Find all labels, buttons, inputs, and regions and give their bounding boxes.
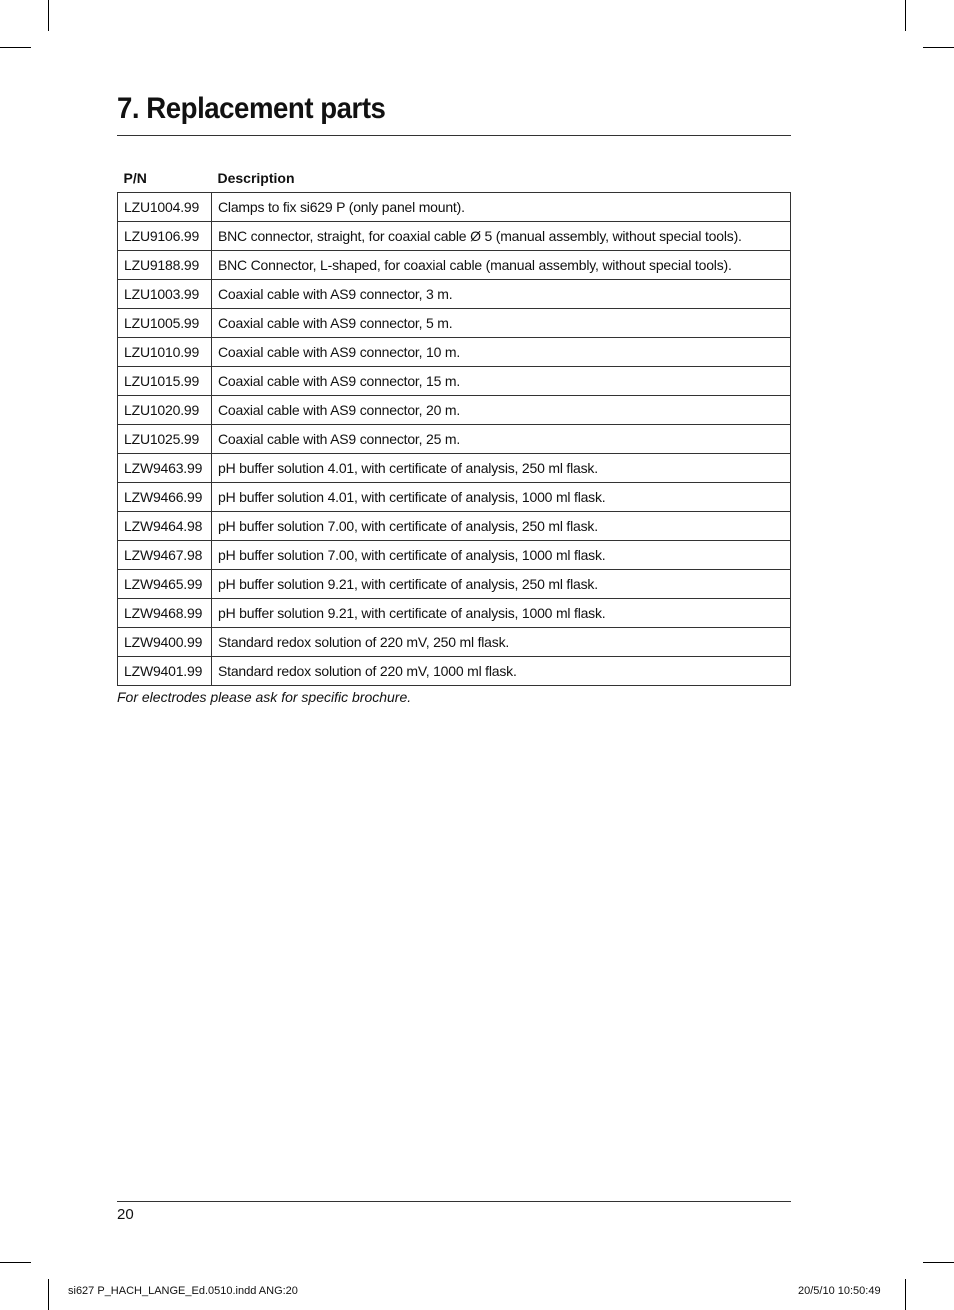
- description-cell: Coaxial cable with AS9 connector, 3 m.: [212, 280, 791, 309]
- description-cell: BNC Connector, L-shaped, for coaxial cable (manual assembly, without special tools).: [212, 251, 791, 280]
- description-cell: Clamps to fix si629 P (only panel mount).: [212, 193, 791, 222]
- table-row: [118, 599, 791, 628]
- description-cell: Coaxial cable with AS9 connector, 20 m.: [212, 396, 791, 425]
- crop-mark: [0, 1262, 31, 1263]
- part-number-cell: LZW9401.99: [118, 657, 212, 686]
- description-cell: pH buffer solution 7.00, with certificate of analysis, 1000 ml flask.: [212, 541, 791, 570]
- part-number-cell: LZW9400.99: [118, 628, 212, 657]
- table-row: [118, 193, 791, 222]
- crop-mark: [923, 47, 954, 48]
- table-row: [118, 338, 791, 367]
- part-number-cell: LZU1003.99: [118, 280, 212, 309]
- part-number-cell: LZW9468.99: [118, 599, 212, 628]
- crop-mark: [48, 0, 49, 31]
- table-row: [118, 657, 791, 686]
- description-cell: Coaxial cable with AS9 connector, 15 m.: [212, 367, 791, 396]
- table-row: [118, 425, 791, 454]
- table-row: [118, 541, 791, 570]
- table-row: [118, 367, 791, 396]
- table-row: [118, 570, 791, 599]
- title-divider: [117, 135, 791, 136]
- description-cell: pH buffer solution 4.01, with certificate of analysis, 250 ml flask.: [212, 454, 791, 483]
- description-cell: pH buffer solution 9.21, with certificate of analysis, 250 ml flask.: [212, 570, 791, 599]
- part-number-cell: LZU1025.99: [118, 425, 212, 454]
- table-row: [118, 483, 791, 512]
- part-number-cell: LZU1015.99: [118, 367, 212, 396]
- part-number-cell: LZU9188.99: [118, 251, 212, 280]
- crop-mark: [48, 1279, 49, 1310]
- print-slug-file: si627 P_HACH_LANGE_Ed.0510.indd ANG:20: [68, 1285, 298, 1297]
- replacement-parts-table: [117, 164, 791, 686]
- description-cell: Coaxial cable with AS9 connector, 25 m.: [212, 425, 791, 454]
- table-row: [118, 280, 791, 309]
- description-cell: pH buffer solution 9.21, with certificate of analysis, 1000 ml flask.: [212, 599, 791, 628]
- description-cell: pH buffer solution 7.00, with certificate of analysis, 250 ml flask.: [212, 512, 791, 541]
- crop-mark: [905, 1279, 906, 1310]
- table-header-row: [118, 164, 791, 193]
- part-number-cell: LZW9466.99: [118, 483, 212, 512]
- table-row: [118, 222, 791, 251]
- part-number-cell: LZW9464.98: [118, 512, 212, 541]
- table-row: [118, 251, 791, 280]
- part-number-cell: LZW9465.99: [118, 570, 212, 599]
- print-slug-timestamp: 20/5/10 10:50:49: [798, 1285, 881, 1297]
- part-number-cell: LZU1005.99: [118, 309, 212, 338]
- footer-divider: [117, 1201, 791, 1202]
- description-cell: pH buffer solution 4.01, with certificate of analysis, 1000 ml flask.: [212, 483, 791, 512]
- description-cell: BNC connector, straight, for coaxial cable Ø 5 (manual assembly, without special tools).: [212, 222, 791, 251]
- table-row: [118, 309, 791, 338]
- part-number-cell: LZW9463.99: [118, 454, 212, 483]
- footnote: For electrodes please ask for specific brochure.: [117, 689, 412, 705]
- part-number-cell: LZU1020.99: [118, 396, 212, 425]
- crop-mark: [905, 0, 906, 31]
- column-header-description: Description: [217, 170, 295, 186]
- column-header-pn: P/N: [123, 170, 147, 186]
- table-row: [118, 454, 791, 483]
- table-row: [118, 396, 791, 425]
- page-title: 7. Replacement parts: [117, 92, 386, 125]
- part-number-cell: LZU1004.99: [118, 193, 212, 222]
- crop-mark: [0, 47, 31, 48]
- crop-mark: [923, 1262, 954, 1263]
- table-body: [118, 193, 791, 686]
- description-cell: Coaxial cable with AS9 connector, 10 m.: [212, 338, 791, 367]
- table-row: [118, 628, 791, 657]
- table-row: [118, 512, 791, 541]
- description-cell: Coaxial cable with AS9 connector, 5 m.: [212, 309, 791, 338]
- part-number-cell: LZW9467.98: [118, 541, 212, 570]
- page-number: 20: [117, 1206, 134, 1223]
- description-cell: Standard redox solution of 220 mV, 1000 ml flask.: [212, 657, 791, 686]
- description-cell: Standard redox solution of 220 mV, 250 ml flask.: [212, 628, 791, 657]
- part-number-cell: LZU9106.99: [118, 222, 212, 251]
- part-number-cell: LZU1010.99: [118, 338, 212, 367]
